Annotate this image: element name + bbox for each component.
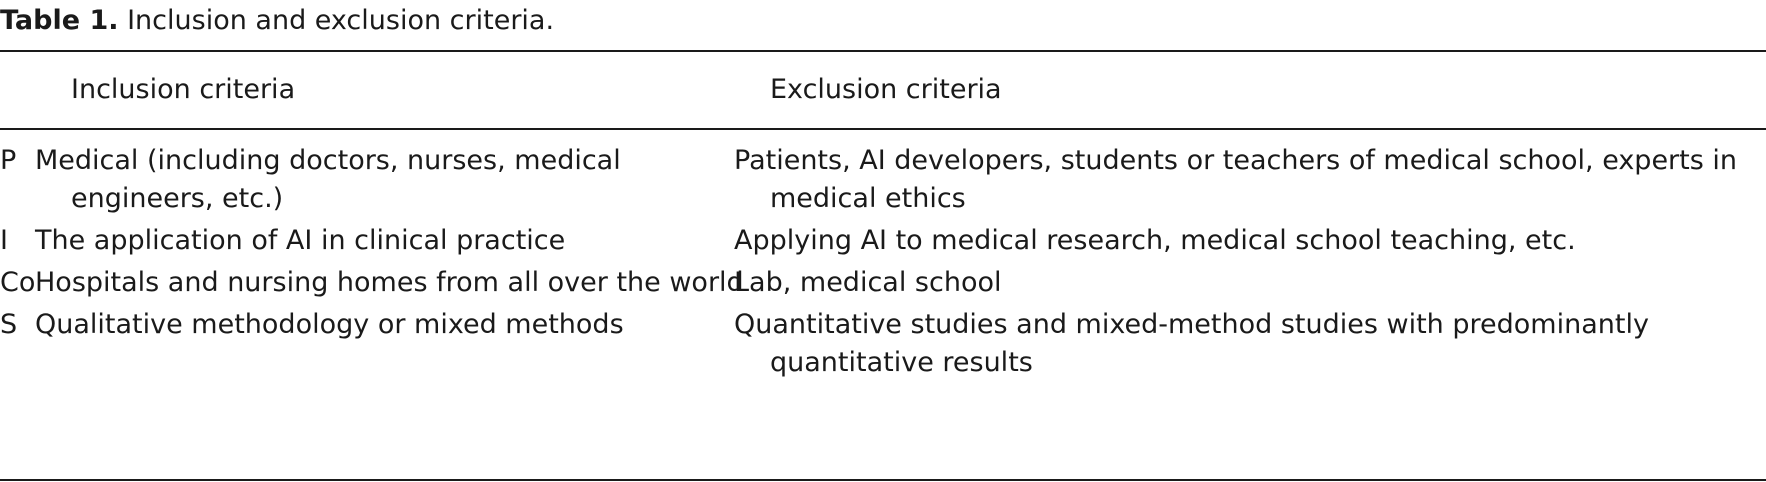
table-header-row	[0, 52, 1766, 128]
table-caption-title: Inclusion and exclusion criteria.	[127, 5, 555, 36]
row-key: Co	[0, 267, 36, 298]
row-exclusion: Quantitative studies and mixed-method studies with predominantly quantitative results	[734, 309, 1649, 378]
header-inclusion: Inclusion criteria	[71, 74, 296, 105]
row-key: P	[0, 145, 17, 176]
table-row	[0, 264, 1766, 306]
row-exclusion: Patients, AI developers, students or teachers of medical school, experts in medical ethics	[734, 145, 1738, 214]
table-row	[0, 306, 1766, 386]
table-caption-label: Table 1.	[0, 5, 119, 36]
table-row	[0, 222, 1766, 264]
header-exclusion: Exclusion criteria	[770, 74, 1002, 105]
row-exclusion: Lab, medical school	[734, 267, 1002, 298]
row-inclusion: Medical (including doctors, nurses, medical engineers, etc.)	[35, 145, 621, 214]
row-inclusion: The application of AI in clinical practice	[35, 225, 566, 256]
table-bottom-rule	[0, 479, 1766, 481]
row-inclusion: Hospitals and nursing homes from all over the world	[35, 267, 744, 298]
header-key	[0, 52, 71, 128]
row-key: I	[0, 225, 8, 256]
row-exclusion: Applying AI to medical research, medical school teaching, etc.	[734, 225, 1576, 256]
table-row	[0, 128, 1766, 222]
row-inclusion: Qualitative methodology or mixed methods	[35, 309, 624, 340]
table-caption	[0, 4, 554, 38]
row-key: S	[0, 309, 18, 340]
criteria-table	[0, 52, 1766, 386]
